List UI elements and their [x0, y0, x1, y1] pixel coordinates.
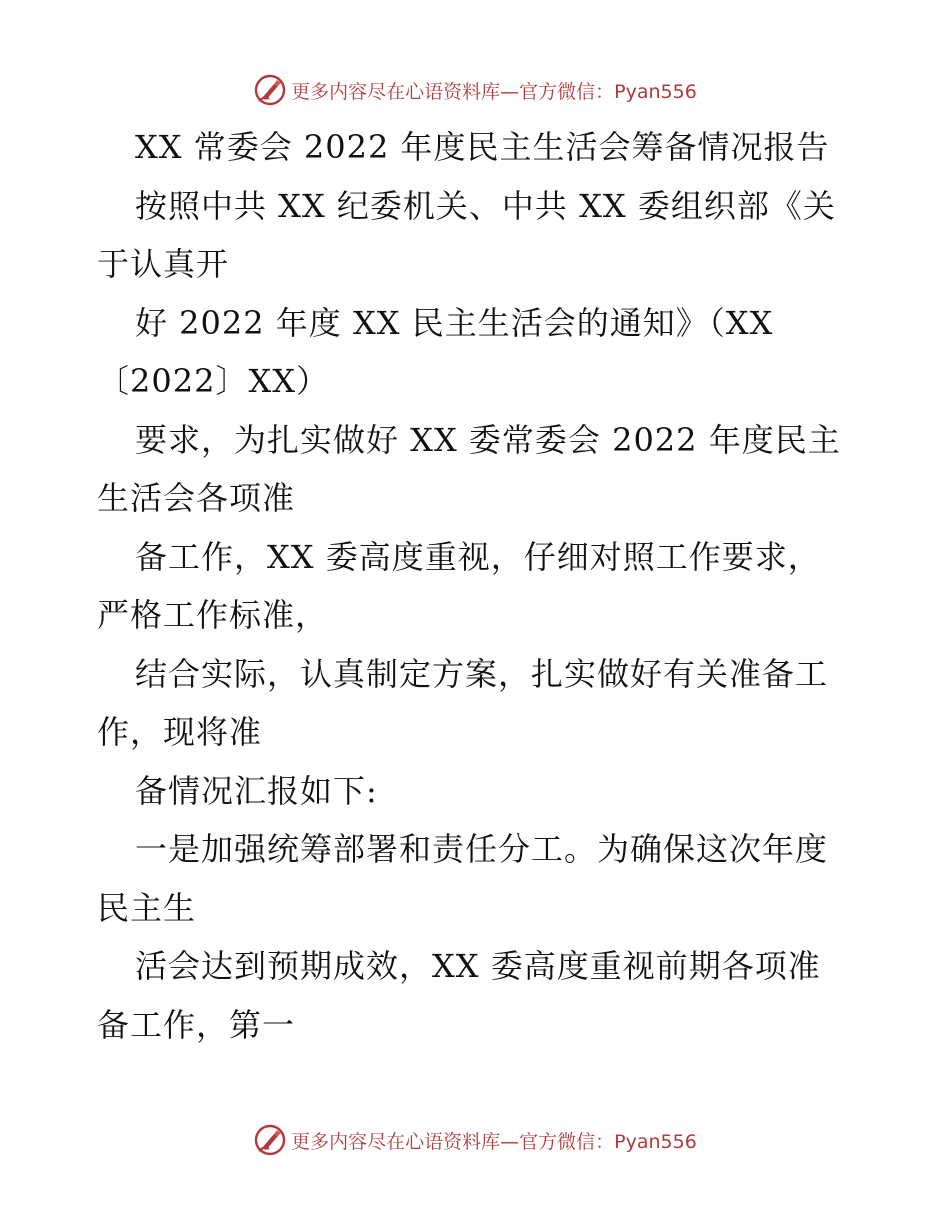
doc-line: 备情况汇报如下: [135, 771, 378, 810]
doc-title-line: XX 常委会 2022 年度民主生活会筹备情况报告 [135, 128, 830, 166]
doc-line: 备工作，第一 [97, 1005, 296, 1044]
doc-line: 要求，为扎实做好 XX 委常委会 2022 年度民主 [135, 420, 841, 459]
doc-line: 活会达到预期成效，XX 委高度重视前期各项准 [135, 947, 821, 985]
doc-line: 作，现将准 [97, 713, 263, 751]
doc-line: 一是加强统筹部署和责任分工。为确保这次年度 [135, 830, 829, 868]
doc-line: 于认真开 [97, 245, 230, 283]
header-banner [0, 70, 950, 110]
pen-logo-icon [253, 73, 287, 107]
footer-banner-text: 更多内容尽在心语资料库—官方微信：Pyan556 [291, 1130, 697, 1153]
doc-line: 严格工作标准， [97, 596, 329, 634]
header-banner-text: 更多内容尽在心语资料库—官方微信：Pyan556 [291, 80, 697, 103]
document-body [97, 118, 857, 1054]
doc-line: 好 2022 年度 XX 民主生活会的通知》（XX [135, 303, 774, 342]
pen-logo-icon [253, 1123, 287, 1157]
doc-line: 备工作，XX 委高度重视，仔细对照工作要求， [135, 537, 821, 576]
doc-line: 民主生 [97, 888, 197, 927]
doc-line: 按照中共 XX 纪委机关、中共 XX 委组织部《关 [135, 186, 836, 225]
doc-line: 生活会各项准 [97, 479, 296, 517]
footer-banner [0, 1120, 950, 1160]
doc-line: 结合实际，认真制定方案，扎实做好有关准备工 [135, 654, 829, 693]
doc-line: 〔2022〕XX） [97, 362, 330, 400]
